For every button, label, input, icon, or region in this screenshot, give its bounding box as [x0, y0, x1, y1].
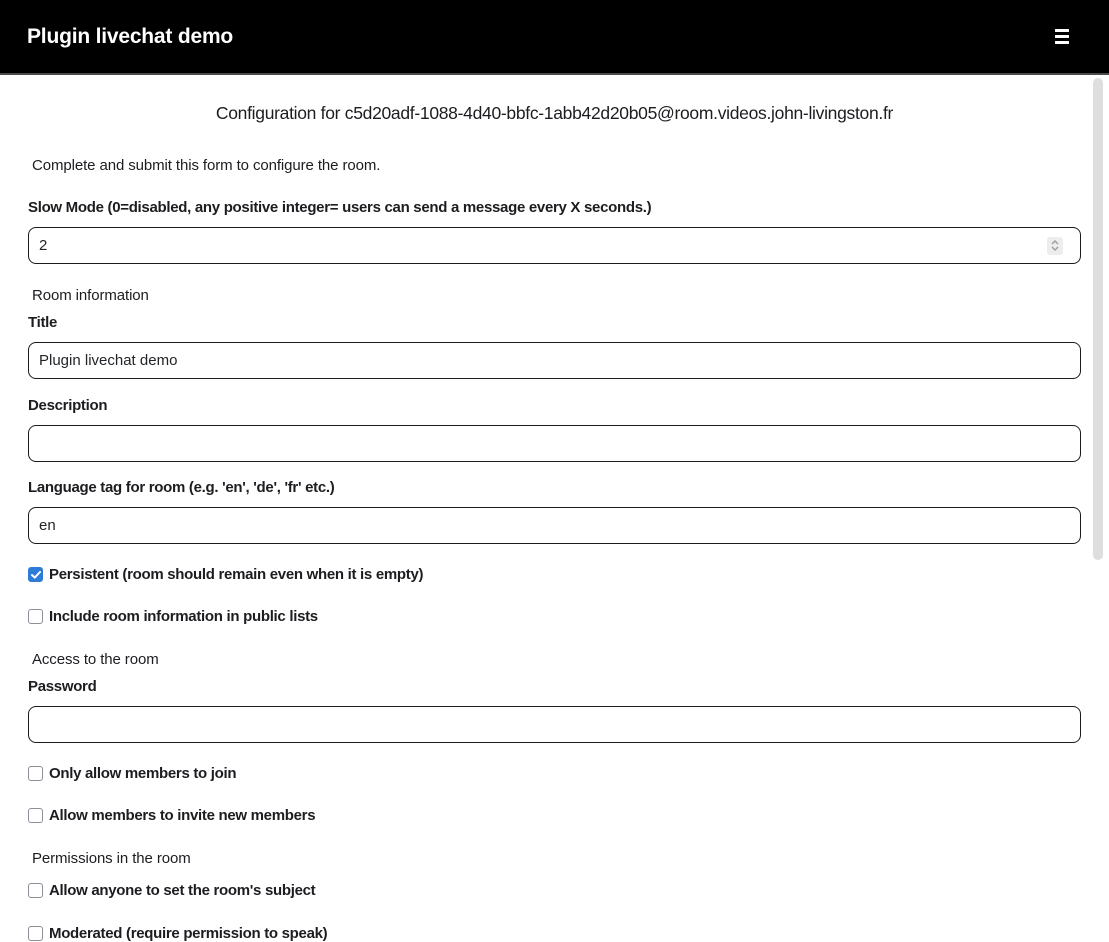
- checkbox-members-only[interactable]: [28, 765, 1081, 782]
- language-input[interactable]: [28, 507, 1081, 544]
- slow-mode-input[interactable]: [28, 227, 1081, 264]
- page-title: Configuration for c5d20adf-1088-4d40-bbfc-1abb42d20b05@room.videos.john-livingston.fr: [215, 103, 894, 123]
- title-input[interactable]: [28, 342, 1081, 379]
- config-form-page: [0, 103, 1109, 942]
- section-access: Access to the room: [32, 651, 159, 668]
- members-invite-label: Allow members to invite new members: [49, 807, 316, 824]
- persistent-label: Persistent (room should remain even when it is empty): [49, 566, 424, 583]
- app-header: [0, 0, 1109, 75]
- field-slow-mode: [28, 199, 1081, 264]
- checkbox-public-list[interactable]: [28, 608, 1081, 625]
- password-input[interactable]: [28, 706, 1081, 743]
- password-label: Password: [28, 678, 97, 695]
- checkbox-box: [28, 609, 43, 624]
- members-only-label: Only allow members to join: [49, 765, 237, 782]
- checkbox-box: [28, 808, 43, 823]
- checkbox-box: [28, 567, 43, 582]
- menu-button[interactable]: [1051, 25, 1073, 48]
- hamburger-icon: [1055, 29, 1069, 44]
- section-permissions: Permissions in the room: [32, 850, 191, 867]
- public-list-label: Include room information in public lists: [49, 608, 318, 625]
- checkbox-moderated[interactable]: [28, 925, 1081, 942]
- room-config-form: [28, 199, 1081, 942]
- slow-mode-label: Slow Mode (0=disabled, any positive integer= users can send a message every X seconds.): [28, 199, 652, 216]
- field-language: [28, 479, 1081, 544]
- field-title: [28, 314, 1081, 379]
- checkbox-members-invite[interactable]: [28, 807, 1081, 824]
- checkbox-persistent[interactable]: [28, 566, 1081, 583]
- description-input[interactable]: [28, 425, 1081, 462]
- description-label: Description: [28, 397, 108, 414]
- moderated-label: Moderated (require permission to speak): [49, 925, 328, 942]
- title-label: Title: [28, 314, 58, 331]
- app-title: Plugin livechat demo: [27, 24, 234, 48]
- checkbox-box: [28, 926, 43, 941]
- checkbox-change-subject[interactable]: [28, 882, 1081, 899]
- form-instructions: Complete and submit this form to configure the room.: [32, 157, 381, 174]
- field-description: [28, 397, 1081, 462]
- change-subject-label: Allow anyone to set the room's subject: [49, 882, 316, 899]
- section-room-information: Room information: [32, 287, 149, 304]
- number-stepper-icon[interactable]: [1047, 237, 1063, 255]
- field-password: [28, 678, 1081, 743]
- checkbox-box: [28, 883, 43, 898]
- checkmark-icon: [31, 571, 41, 579]
- language-label: Language tag for room (e.g. 'en', 'de', 'fr' etc.): [28, 479, 335, 496]
- scrollbar-thumb[interactable]: [1093, 78, 1103, 560]
- checkbox-box: [28, 766, 43, 781]
